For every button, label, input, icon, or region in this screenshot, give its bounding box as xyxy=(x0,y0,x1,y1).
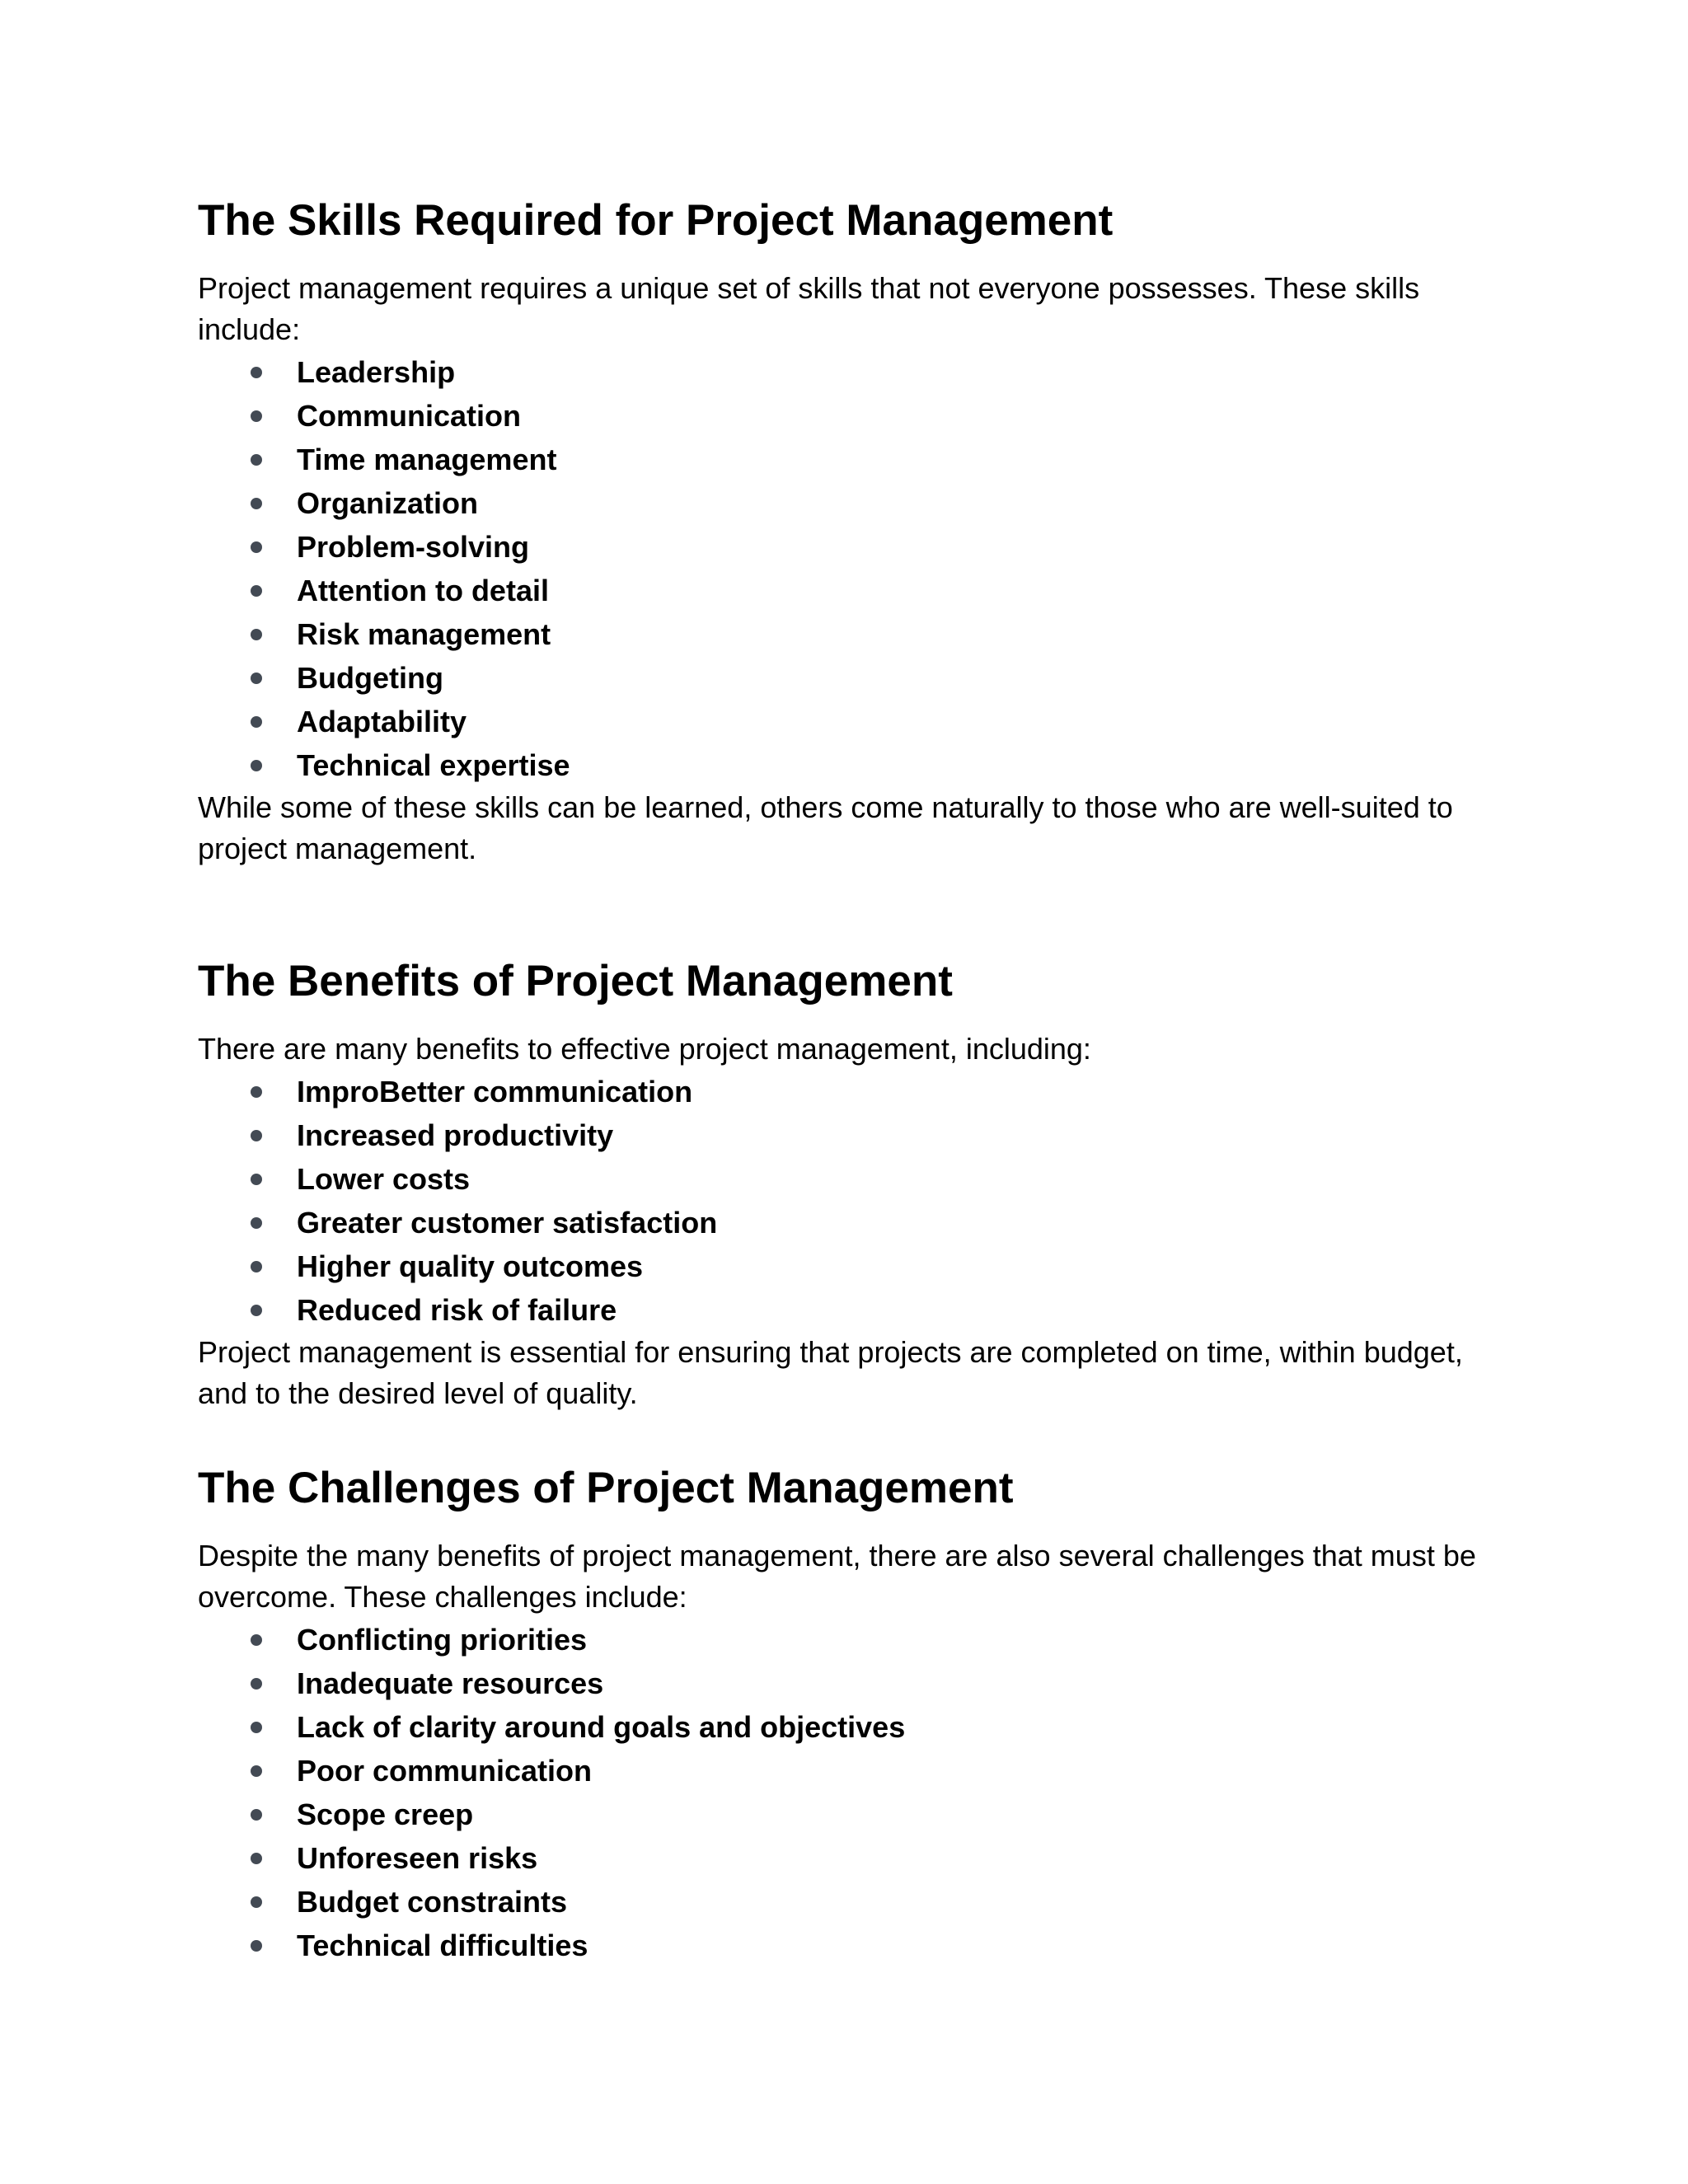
list-item-text: Lack of clarity around goals and objectives xyxy=(297,1710,906,1744)
bullet-icon xyxy=(251,760,262,771)
list-item-text: Time management xyxy=(297,443,557,476)
list-item xyxy=(198,1201,1500,1244)
list-item xyxy=(198,1157,1500,1201)
list-item xyxy=(198,656,1500,700)
bullet-icon xyxy=(251,585,262,597)
skills-list xyxy=(198,350,1500,787)
list-item-text: ImproBetter communication xyxy=(297,1075,693,1108)
benefits-section xyxy=(198,954,1500,1414)
list-item xyxy=(198,1070,1500,1113)
list-item-text: Higher quality outcomes xyxy=(297,1249,644,1283)
list-item-text: Budgeting xyxy=(297,661,443,695)
bullet-icon xyxy=(251,1305,262,1316)
list-item-text: Leadership xyxy=(297,355,456,389)
bullet-icon xyxy=(251,716,262,728)
list-item-text: Inadequate resources xyxy=(297,1666,604,1700)
list-item-text: Budget constraints xyxy=(297,1885,568,1919)
list-item-text: Attention to detail xyxy=(297,574,549,607)
list-item-text: Problem-solving xyxy=(297,530,530,564)
bullet-icon xyxy=(251,1174,262,1185)
list-item xyxy=(198,1793,1500,1836)
list-item xyxy=(198,1880,1500,1924)
list-item-text: Technical difficulties xyxy=(297,1929,588,1962)
list-item xyxy=(198,612,1500,656)
skills-intro: Project management requires a unique set of skills that not everyone possesses. These skills include: xyxy=(198,271,1420,346)
bullet-icon xyxy=(251,673,262,684)
list-item-text: Unforeseen risks xyxy=(297,1841,538,1875)
bullet-icon xyxy=(251,1130,262,1141)
list-item-text: Organization xyxy=(297,486,479,520)
list-item-text: Reduced risk of failure xyxy=(297,1293,617,1327)
benefits-list xyxy=(198,1070,1500,1332)
skills-outro: While some of these skills can be learned, others come naturally to those who are well-suited to project management. xyxy=(198,790,1453,865)
skills-heading: The Skills Required for Project Management xyxy=(198,196,1114,245)
bullet-icon xyxy=(251,541,262,553)
list-item xyxy=(198,1113,1500,1157)
list-item-text: Greater customer satisfaction xyxy=(297,1206,718,1240)
bullet-icon xyxy=(251,1940,262,1952)
bullet-icon xyxy=(251,454,262,466)
list-item-text: Lower costs xyxy=(297,1162,471,1196)
list-item xyxy=(198,350,1500,394)
list-item xyxy=(198,1705,1500,1749)
list-item-text: Risk management xyxy=(297,617,551,651)
bullet-icon xyxy=(251,1086,262,1098)
list-item-text: Poor communication xyxy=(297,1754,593,1788)
challenges-section xyxy=(198,1461,1500,1967)
list-item-text: Communication xyxy=(297,399,522,433)
challenges-intro: Despite the many benefits of project management, there are also several challenges that must be overcome. These challenges include: xyxy=(198,1539,1476,1614)
benefits-outro: Project management is essential for ensuring that projects are completed on time, within budget, and to the desired level of quality. xyxy=(198,1335,1463,1410)
list-item xyxy=(198,1618,1500,1661)
bullet-icon xyxy=(251,1217,262,1229)
list-item-text: Scope creep xyxy=(297,1797,474,1831)
list-item xyxy=(198,394,1500,438)
list-item-text: Technical expertise xyxy=(297,748,570,782)
benefits-intro: There are many benefits to effective project management, including: xyxy=(198,1032,1091,1066)
list-item xyxy=(198,1749,1500,1793)
list-item xyxy=(198,1288,1500,1332)
bullet-icon xyxy=(251,1765,262,1777)
bullet-icon xyxy=(251,498,262,509)
bullet-icon xyxy=(251,1261,262,1272)
bullet-icon xyxy=(251,1896,262,1908)
challenges-list xyxy=(198,1618,1500,1967)
bullet-icon xyxy=(251,1678,262,1690)
bullet-icon xyxy=(251,1853,262,1864)
list-item xyxy=(198,1244,1500,1288)
list-item-text: Adaptability xyxy=(297,705,467,738)
list-item-text: Increased productivity xyxy=(297,1118,614,1152)
list-item-text: Conflicting priorities xyxy=(297,1623,588,1657)
list-item xyxy=(198,1924,1500,1967)
list-item xyxy=(198,1836,1500,1880)
list-item xyxy=(198,700,1500,743)
list-item xyxy=(198,481,1500,525)
bullet-icon xyxy=(251,410,262,422)
bullet-icon xyxy=(251,1722,262,1733)
bullet-icon xyxy=(251,367,262,378)
list-item xyxy=(198,438,1500,481)
skills-section xyxy=(198,194,1500,869)
benefits-heading: The Benefits of Project Management xyxy=(198,957,953,1005)
list-item xyxy=(198,743,1500,787)
challenges-heading: The Challenges of Project Management xyxy=(198,1464,1014,1512)
list-item xyxy=(198,1661,1500,1705)
bullet-icon xyxy=(251,629,262,640)
bullet-icon xyxy=(251,1809,262,1821)
list-item xyxy=(198,525,1500,569)
list-item xyxy=(198,569,1500,612)
bullet-icon xyxy=(251,1634,262,1646)
